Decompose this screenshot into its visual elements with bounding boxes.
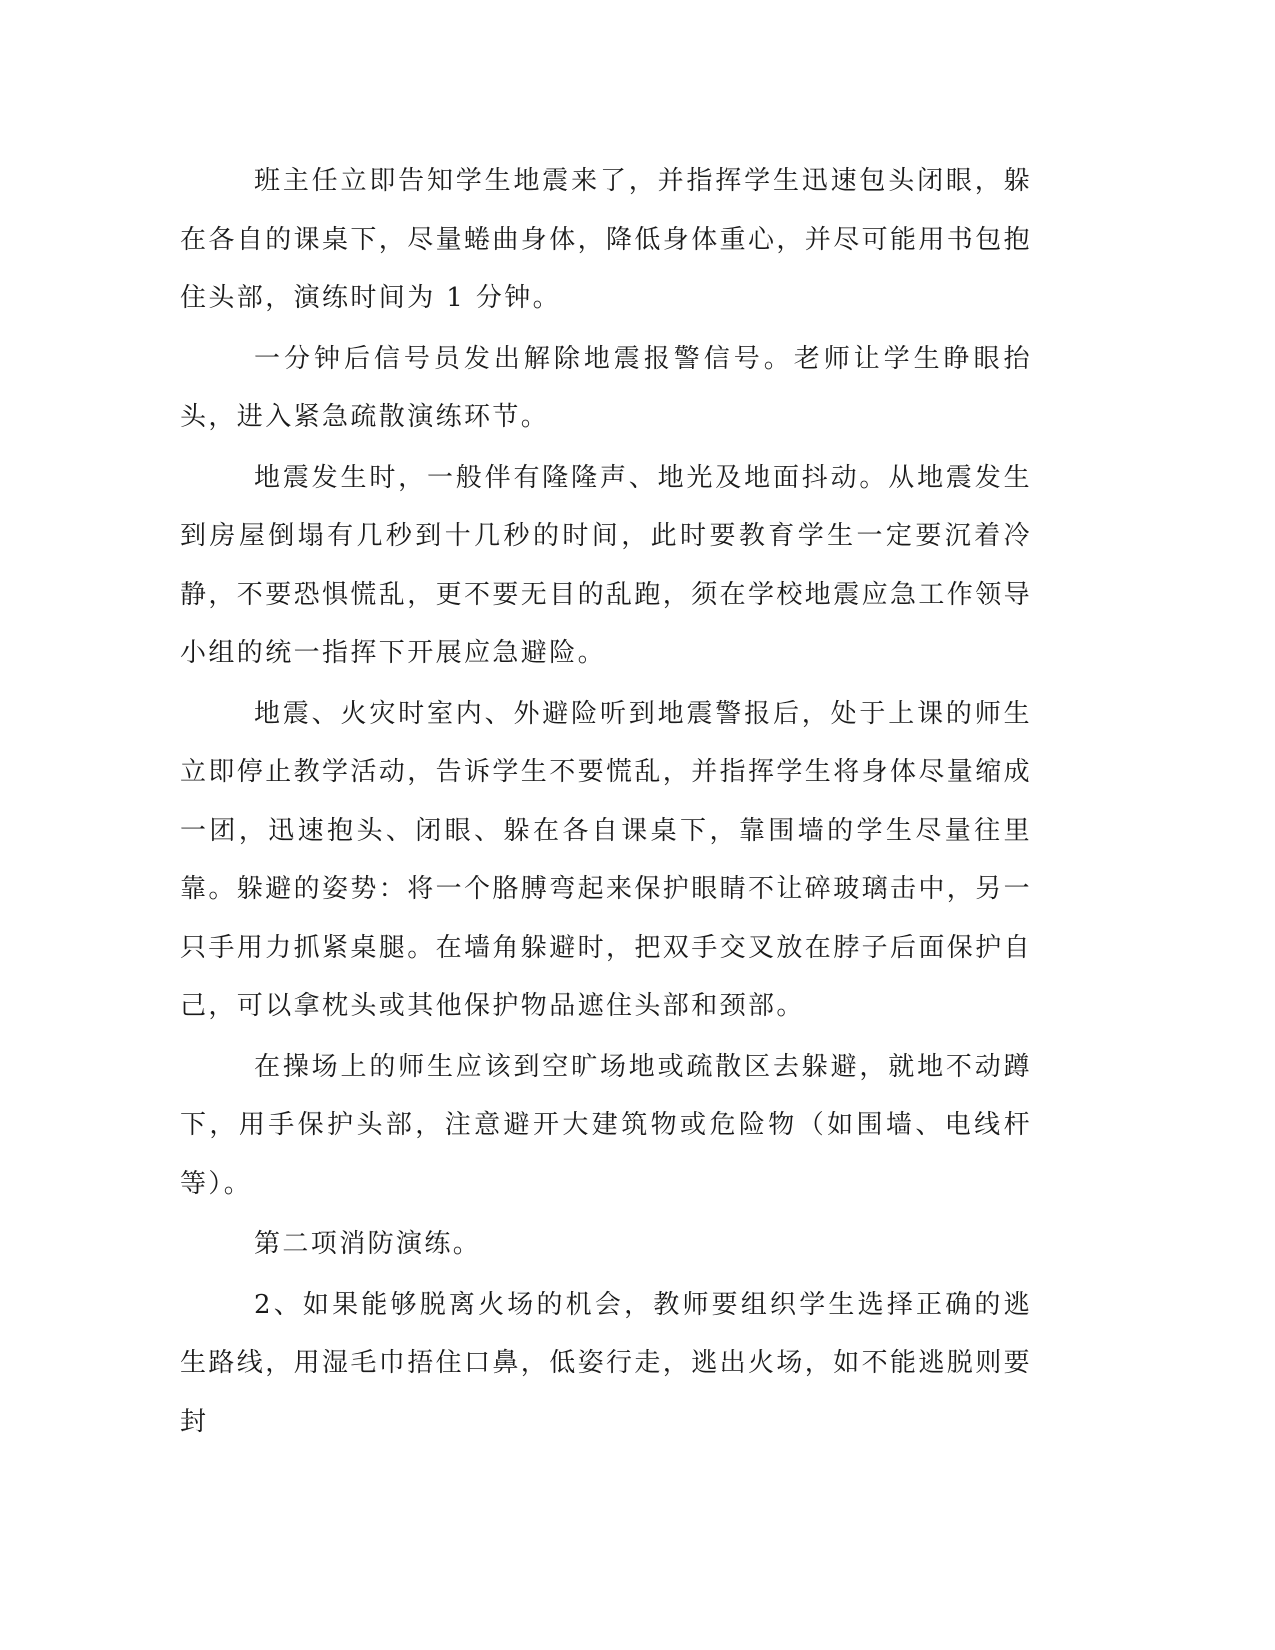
paragraph-fire-escape: 2、如果能够脱离火场的机会，教师要组织学生选择正确的逃生路线，用湿毛巾捂住口鼻，低姿行走，逃出火场，如不能逃脱则要封 xyxy=(180,1289,1033,1437)
paragraph-fire-drill-heading: 第二项消防演练。 xyxy=(254,1229,482,1259)
paragraph-playground-shelter: 在操场上的师生应该到空旷场地或疏散区去躲避，就地不动蹲下，用手保护头部，注意避开大建筑物或危险物（如围墙、电线杆等）。 xyxy=(180,1051,1032,1199)
paragraph-earthquake-occurrence: 地震发生时，一般伴有隆隆声、地光及地面抖动。从地震发生到房屋倒塌有几秒到十几秒的时间，此时要教育学生一定要沉着冷静，不要恐惧慌乱，更不要无目的乱跑，须在学校地震应急工作领导小组的统一指挥下开展应急避险。 xyxy=(180,462,1033,668)
document-body xyxy=(180,152,1032,1453)
paragraph-alarm-release: 一分钟后信号员发出解除地震报警信号。老师让学生睁眼抬头，进入紧急疏散演练环节。 xyxy=(180,343,1032,432)
paragraph-indoor-outdoor-shelter: 地震、火灾时室内、外避险听到地震警报后，处于上课的师生立即停止教学活动，告诉学生不要慌乱，并指挥学生将身体尽量缩成一团，迅速抱头、闭眼、躲在各自课桌下，靠围墙的学生尽量往里靠。躲避的姿势：将一个胳膊弯起来保护眼睛不让碎玻璃击中，另一只手用力抓紧桌腿。在墙角躲避时，把双手交叉放在脖子后面保护自己，可以拿枕头或其他保护物品遮住头部和颈部。 xyxy=(180,698,1033,1021)
paragraph-earthquake-response: 班主任立即告知学生地震来了，并指挥学生迅速包头闭眼，躲在各自的课桌下，尽量蜷曲身体，降低身体重心，并尽可能用书包抱住头部，演练时间为 1 分钟。 xyxy=(180,166,1033,313)
